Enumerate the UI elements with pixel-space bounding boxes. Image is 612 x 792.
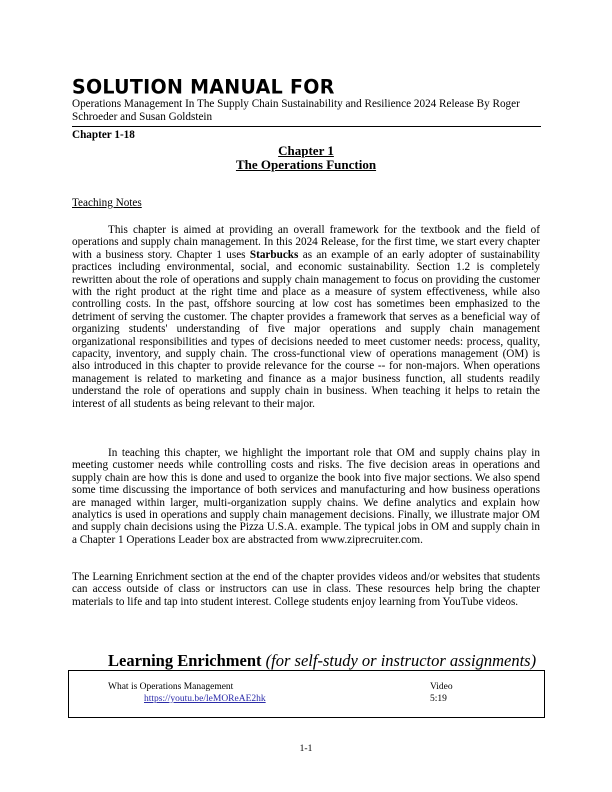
- learning-enrichment-title-italic: (for self-study or instructor assignments): [265, 651, 537, 670]
- header-divider: [72, 126, 541, 127]
- resource-type: Video: [430, 682, 453, 692]
- chapters-range: Chapter 1-18: [72, 129, 135, 141]
- teaching-notes-paragraph-1: [72, 224, 540, 410]
- resource-link[interactable]: https://youtu.be/leMOReAE2hk: [144, 694, 266, 704]
- chapter-title: The Operations Function: [235, 157, 377, 172]
- paragraph-1-before: This chapter is aimed at providing an overall framework for the textbook and the field of operations and supply chain management. In this 2024 Release, for the first time, we start every chapter with a business story. Chapter 1 uses: [72, 224, 540, 261]
- resource-duration: 5:19: [430, 694, 447, 704]
- book-subtitle: Operations Management In The Supply Chain Sustainability and Resilience 2024 Release By Roger Schroeder and Susan Goldstein: [72, 98, 520, 124]
- starbucks-bold: Starbucks: [249, 248, 299, 261]
- resource-name: What is Operations Management: [108, 682, 234, 692]
- learning-enrichment-title: [108, 651, 536, 671]
- solution-manual-banner: SOLUTION MANUAL FOR: [72, 75, 335, 99]
- teaching-notes-paragraph-2: In teaching this chapter, we highlight the important role that OM and supply chains play in meeting customer needs while controlling costs and risks. The five decision areas in operations and supply chain are how this is done and used to organize the book into five major sections. We also spend some time discussing the importance of both services and manufacturing and how business operations are managed within larger, multi-organization supply chains. We define analytics and explain how analytics is used in operations and supply chain management decisions. Finally, we illustrate major OM and supply chain decisions using the Pizza U.S.A. example. The typical jobs in OM and supply chain in a Chapter 1 Operations Leader box are abstracted from www.ziprecruiter.com.: [72, 447, 540, 546]
- teaching-notes-heading: Teaching Notes: [72, 197, 142, 209]
- chapter-number: Chapter 1: [278, 143, 334, 158]
- resource-box: [68, 670, 545, 718]
- paragraph-1-after: as an example of an early adopter of sustainability practices including environmental, social, and economic sustainability. Section 1.2 is completely rewritten about the role of operations and supply chain management to focus on providing the customer with the right product at the right time and place as a measure of system effectiveness, while also controlling costs. In the past, offshore sourcing at low cost has sometimes been emphasized to the detriment of serving the customer. The chapter provides a framework that serves as a beneficial way of organizing students' understanding of five major operations and supply chain management organizational responsibilities and types of decisions needed to meet customer needs: process, quality, capacity, inventory, and supply chain. The cross-functional view of operations management (OM) is also introduced in this chapter to provide relevance for the course -- for non-majors. When operations management is related to marketing and finance as a major business function, all students readily understand the role of operations and supply chain in business. When teaching it helps to retain the interest of all students as being relevant to their major.: [72, 248, 540, 410]
- learning-enrichment-title-bold: Learning Enrichment: [108, 651, 262, 670]
- page-number: 1-1: [299, 744, 313, 754]
- teaching-notes-paragraph-3: The Learning Enrichment section at the end of the chapter provides videos and/or websites that students can access outside of class or instructors can use in class. These resources help bring the chapter materials to life and tap into student interest. College students enjoy learning from YouTube videos.: [72, 571, 540, 608]
